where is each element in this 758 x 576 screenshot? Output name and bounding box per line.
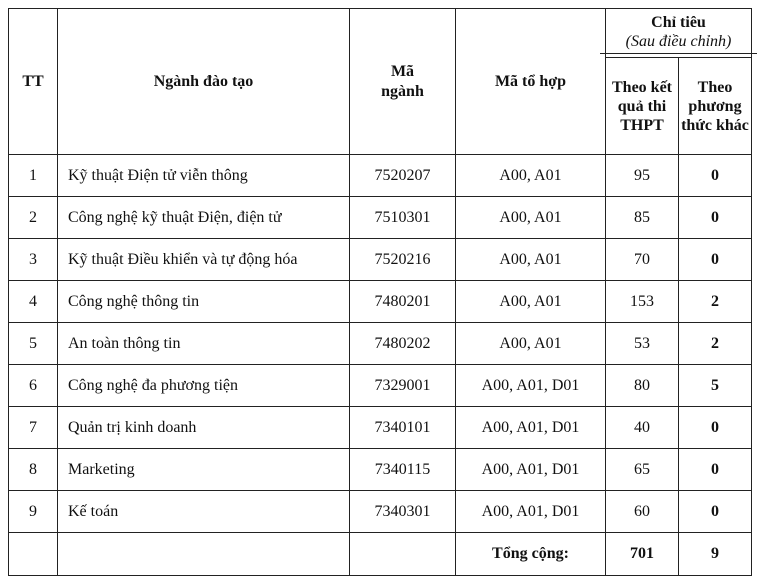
row-ma-nganh: 7480202 (350, 323, 456, 365)
table-row (9, 449, 752, 491)
table-row (9, 407, 752, 449)
row-ma-to-hop: A00, A01, D01 (456, 365, 606, 407)
row-theo-khac: 0 (679, 197, 752, 239)
table-row (9, 239, 752, 281)
row-ma-to-hop: A00, A01 (456, 155, 606, 197)
row-theo-thpt: 65 (606, 449, 679, 491)
row-ma-nganh: 7510301 (350, 197, 456, 239)
row-tt: 6 (9, 365, 58, 407)
row-ma-to-hop: A00, A01, D01 (456, 449, 606, 491)
total-label: Tổng cộng: (456, 533, 606, 576)
header-chi-tieu-label: Chỉ tiêu (651, 13, 706, 31)
row-nganh: Kỹ thuật Điện tử viễn thông (58, 155, 350, 197)
row-ma-nganh: 7340301 (350, 491, 456, 533)
row-ma-to-hop: A00, A01 (456, 281, 606, 323)
table-row (9, 281, 752, 323)
header-theo-khac: Theo phương thức khác (679, 58, 752, 155)
table-row (9, 197, 752, 239)
row-ma-nganh: 7520216 (350, 239, 456, 281)
row-ma-to-hop: A00, A01, D01 (456, 407, 606, 449)
total-empty-1 (9, 533, 58, 576)
row-nganh: Công nghệ kỹ thuật Điện, điện tử (58, 197, 350, 239)
row-ma-nganh: 7520207 (350, 155, 456, 197)
row-nganh: Công nghệ thông tin (58, 281, 350, 323)
row-theo-khac: 0 (679, 491, 752, 533)
header-theo-thpt: Theo kết quả thi THPT (606, 58, 679, 155)
total-thpt: 701 (606, 533, 679, 576)
row-theo-khac: 0 (679, 407, 752, 449)
row-ma-to-hop: A00, A01, D01 (456, 491, 606, 533)
row-nganh: An toàn thông tin (58, 323, 350, 365)
row-ma-nganh: 7340101 (350, 407, 456, 449)
table-row (9, 365, 752, 407)
row-nganh: Marketing (58, 449, 350, 491)
row-tt: 1 (9, 155, 58, 197)
total-khac: 9 (679, 533, 752, 576)
row-tt: 8 (9, 449, 58, 491)
row-ma-to-hop: A00, A01 (456, 323, 606, 365)
row-ma-nganh: 7329001 (350, 365, 456, 407)
row-theo-khac: 2 (679, 323, 752, 365)
total-row (9, 533, 752, 576)
row-theo-khac: 0 (679, 239, 752, 281)
header-nganh: Ngành đào tạo (58, 9, 350, 155)
row-ma-to-hop: A00, A01 (456, 197, 606, 239)
row-theo-thpt: 70 (606, 239, 679, 281)
row-theo-thpt: 153 (606, 281, 679, 323)
row-tt: 2 (9, 197, 58, 239)
admission-quota-table (8, 8, 752, 576)
header-tt: TT (9, 9, 58, 155)
row-nganh: Công nghệ đa phương tiện (58, 365, 350, 407)
row-nganh: Quản trị kinh doanh (58, 407, 350, 449)
row-tt: 4 (9, 281, 58, 323)
table-row (9, 323, 752, 365)
total-empty-3 (350, 533, 456, 576)
header-chi-tieu (606, 9, 752, 58)
row-theo-thpt: 85 (606, 197, 679, 239)
row-theo-thpt: 40 (606, 407, 679, 449)
row-ma-nganh: 7480201 (350, 281, 456, 323)
row-theo-khac: 5 (679, 365, 752, 407)
row-theo-khac: 0 (679, 155, 752, 197)
table-row (9, 491, 752, 533)
row-theo-thpt: 53 (606, 323, 679, 365)
header-ma-nganh: Mã ngành (350, 9, 456, 155)
header-ma-to-hop: Mã tổ hợp (456, 9, 606, 155)
row-theo-khac: 0 (679, 449, 752, 491)
row-tt: 3 (9, 239, 58, 281)
row-theo-thpt: 60 (606, 491, 679, 533)
row-tt: 7 (9, 407, 58, 449)
row-tt: 9 (9, 491, 58, 533)
row-nganh: Kế toán (58, 491, 350, 533)
total-empty-2 (58, 533, 350, 576)
header-sau-dieu-chinh: (Sau điều chỉnh) (600, 32, 757, 54)
header-row (9, 9, 752, 58)
row-ma-nganh: 7340115 (350, 449, 456, 491)
row-theo-thpt: 95 (606, 155, 679, 197)
row-theo-thpt: 80 (606, 365, 679, 407)
row-theo-khac: 2 (679, 281, 752, 323)
row-nganh: Kỹ thuật Điều khiển và tự động hóa (58, 239, 350, 281)
row-ma-to-hop: A00, A01 (456, 239, 606, 281)
table-row (9, 155, 752, 197)
row-tt: 5 (9, 323, 58, 365)
